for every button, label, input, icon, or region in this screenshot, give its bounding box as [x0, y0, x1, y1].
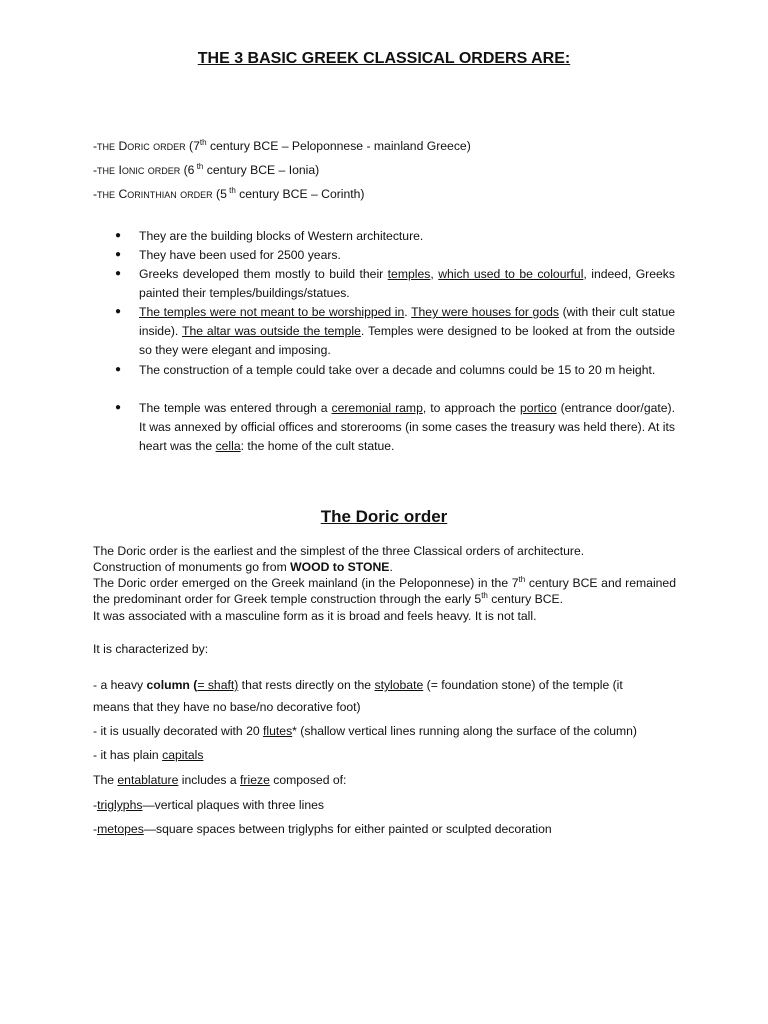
list-line — [93, 797, 324, 813]
text-run: that rests directly on the — [238, 678, 375, 692]
text-run: , indeed, Greeks painted their temples/buildings/statues. — [139, 267, 675, 300]
order-sup: th — [199, 137, 207, 147]
text-run: * (shallow vertical lines running along the surface of the column) — [292, 724, 637, 738]
superscript: th — [518, 574, 526, 584]
bullet-icon: ● — [115, 402, 122, 413]
paragraph — [93, 575, 676, 607]
paragraph-line: The Doric order is the earliest and the simplest of the three Classical orders of architecture. — [93, 544, 585, 558]
bullet-icon: ● — [115, 364, 122, 375]
list-line — [93, 747, 203, 763]
order-line-corinthian — [93, 186, 365, 202]
text-run: composed of: — [269, 773, 347, 787]
underlined-term: temples — [387, 267, 431, 281]
order-initial: D — [118, 139, 128, 153]
bold-term: column ( — [146, 678, 198, 692]
text-run: - it is usually decorated with 20 — [93, 724, 264, 738]
paragraph-line: It was associated with a masculine form as it is broad and feels heavy. It is not tall. — [93, 609, 537, 623]
list-line: means that they have no base/no decorative foot) — [93, 700, 361, 714]
text-run: includes a — [178, 773, 241, 787]
order-name: oric order — [127, 139, 186, 153]
order-detail: century BCE – Peloponnese - mainland Greece) — [206, 139, 471, 153]
order-line-ionic — [93, 162, 319, 178]
order-name: onic order — [121, 163, 181, 177]
underlined-term: cella — [215, 439, 241, 453]
text-run: (entrance door/gate). It was annexed by official offices and storerooms (in some cases the treasury was held there). At its heart was the — [139, 401, 675, 453]
underlined-term: triglyphs — [97, 798, 143, 812]
order-date: (6 — [180, 163, 195, 177]
bullet-icon: ● — [115, 249, 122, 260]
text-run: . — [404, 305, 412, 319]
text-run: —square spaces between triglyphs for either painted or sculpted decoration — [143, 822, 552, 836]
order-sup: th — [194, 161, 204, 171]
underlined-term: capitals — [162, 748, 204, 762]
order-detail: century BCE – Corinth) — [235, 187, 365, 201]
underlined-term: ceremonial ramp — [331, 401, 423, 415]
bullet-icon: ● — [115, 268, 122, 279]
underlined-term: portico — [520, 401, 557, 415]
list-line — [93, 673, 676, 697]
list-line — [93, 772, 346, 788]
order-prefix: -the — [93, 187, 119, 201]
underlined-term: stylobate — [374, 678, 424, 692]
order-sup: th — [226, 185, 236, 195]
underlined-term: metopes — [97, 822, 144, 836]
bullet-item: They have been used for 2500 years. — [139, 248, 341, 262]
text-run: The temple was entered through a — [139, 401, 332, 415]
order-initial: C — [118, 187, 128, 201]
list-line — [93, 821, 552, 837]
bullet-item — [139, 265, 675, 303]
text-run: The — [93, 773, 118, 787]
section-heading: The Doric order — [320, 507, 448, 526]
paragraph-line — [93, 559, 393, 575]
bold-term: WOOD to STONE — [290, 560, 390, 574]
page-title: THE 3 BASIC GREEK CLASSICAL ORDERS ARE: — [197, 50, 571, 67]
superscript: th — [481, 590, 488, 600]
text-run: , to approach the — [422, 401, 521, 415]
underlined-term: = shaft) — [197, 678, 239, 692]
order-name: orinthian order — [127, 187, 213, 201]
order-line-doric — [93, 138, 471, 154]
text-run: The Doric order emerged on the Greek mainland (in the Peloponnese) in the 7 — [93, 576, 519, 590]
text-run: . — [389, 560, 393, 574]
bullet-item: The construction of a temple could take over a decade and columns could be 15 to 20 m height. — [139, 363, 656, 377]
underlined-term: They were houses for gods — [411, 305, 559, 319]
underlined-term: frieze — [240, 773, 270, 787]
bullet-icon: ● — [115, 230, 122, 241]
order-initial: I — [118, 163, 122, 177]
underlined-term: The temples were not meant to be worshipped in — [139, 305, 405, 319]
text-run: Greeks developed them mostly to build their — [139, 267, 388, 281]
text-run: . Temples were designed to be looked at from the outside so they were elegant and imposing. — [139, 324, 675, 357]
paragraph-line: It is characterized by: — [93, 642, 209, 656]
text-run: —vertical plaques with three lines — [142, 798, 324, 812]
text-run: (with their cult statue inside). — [139, 305, 675, 338]
underlined-term: entablature — [117, 773, 179, 787]
list-line — [93, 723, 637, 739]
text-run: - a heavy — [93, 678, 147, 692]
order-date: (7 — [185, 139, 200, 153]
text-run: century BCE. — [487, 592, 564, 606]
order-detail: century BCE – Ionia) — [203, 163, 320, 177]
bullet-item: They are the building blocks of Western architecture. — [139, 229, 424, 243]
text-run: Construction of monuments go from — [93, 560, 291, 574]
text-run: - it has plain — [93, 748, 163, 762]
text-run: century BCE and remained the predominant order for Greek temple construction through the early 5 — [93, 576, 676, 606]
order-prefix: -the — [93, 163, 119, 177]
bullet-item — [139, 303, 675, 360]
text-run: , — [430, 267, 439, 281]
text-run: - — [93, 798, 98, 812]
text-run: - — [93, 822, 98, 836]
text-run: (= foundation stone) of the temple (it — [423, 678, 623, 692]
underlined-term: which used to be colourful — [438, 267, 584, 281]
text-run: : the home of the cult statue. — [240, 439, 395, 453]
underlined-term: flutes — [263, 724, 293, 738]
order-prefix: -the — [93, 139, 119, 153]
underlined-term: The altar was outside the temple — [182, 324, 361, 338]
bullet-icon: ● — [115, 306, 122, 317]
bullet-item — [139, 399, 675, 456]
order-date: (5 — [212, 187, 227, 201]
